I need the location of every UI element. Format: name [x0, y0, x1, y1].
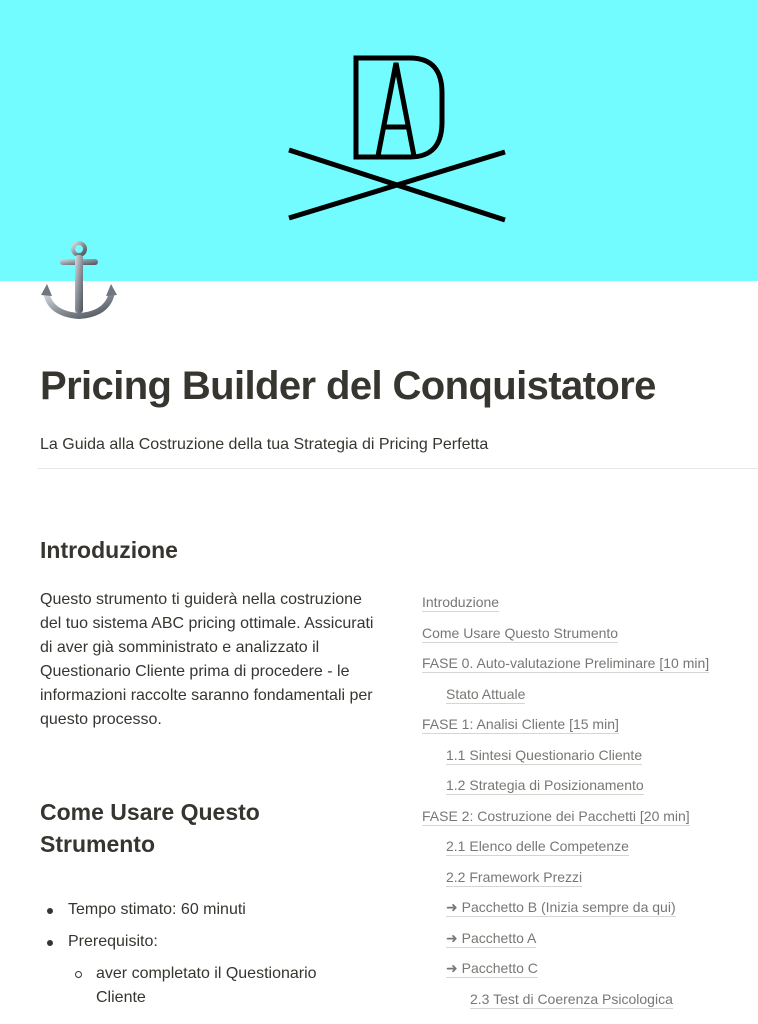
toc-item[interactable]: Introduzione [422, 594, 500, 610]
toc-item[interactable]: ➜ Pacchetto A [446, 929, 537, 946]
toc-item[interactable]: FASE 0. Auto-valutazione Preliminare [10 min] [422, 655, 710, 671]
heading-come-usare: Come Usare Questo Strumento [40, 799, 260, 857]
bullet-prerequisito: Prerequisito: [40, 930, 380, 954]
toc-item[interactable]: Come Usare Questo Strumento [422, 624, 619, 641]
da-crossed-logo [286, 55, 508, 225]
toc-item[interactable]: FASE 1: Analisi Cliente [15 min] [422, 716, 619, 732]
toc-item[interactable]: ➜ Pacchetto C [446, 960, 538, 976]
toc-item[interactable]: 2.1 Elenco delle Competenze [446, 838, 629, 854]
bullet-tempo-stimato: Tempo stimato: 60 minuti [40, 898, 380, 922]
table-of-contents [422, 592, 709, 1019]
toc-item[interactable]: 1.1 Sintesi Questionario Cliente [446, 746, 643, 763]
divider [38, 468, 758, 469]
anchor-icon[interactable] [40, 240, 118, 322]
page-subtitle: La Guida alla Costruzione della tua Strategia di Pricing Perfetta [40, 436, 489, 453]
intro-paragraph: Questo strumento ti guiderà nella costruzione del tuo sistema ABC pricing ottimale. Assicurati di aver già somministrato e analizzato il Questionario Cliente prima di procedere - le informazioni raccolte saranno fondamentali per questo processo. [40, 591, 374, 728]
toc-item[interactable]: 2.2 Framework Prezzi [446, 868, 583, 885]
toc-item[interactable]: FASE 2: Costruzione dei Pacchetti [20 min] [422, 807, 690, 824]
cover-image [0, 0, 758, 281]
toc-item[interactable]: 1.2 Strategia di Posizionamento [446, 777, 644, 793]
how-to-bullet-list [40, 898, 380, 1010]
sub-bullet-questionario: aver completato il Questionario Cliente [40, 962, 356, 1010]
toc-item[interactable]: Stato Attuale [446, 685, 526, 702]
heading-introduzione: Introduzione [40, 537, 178, 563]
page-title: Pricing Builder del Conquistatore [40, 364, 656, 408]
toc-item[interactable]: ➜ Pacchetto B (Inizia sempre da qui) [446, 899, 676, 915]
toc-item[interactable]: 2.3 Test di Coerenza Psicologica [470, 990, 673, 1007]
